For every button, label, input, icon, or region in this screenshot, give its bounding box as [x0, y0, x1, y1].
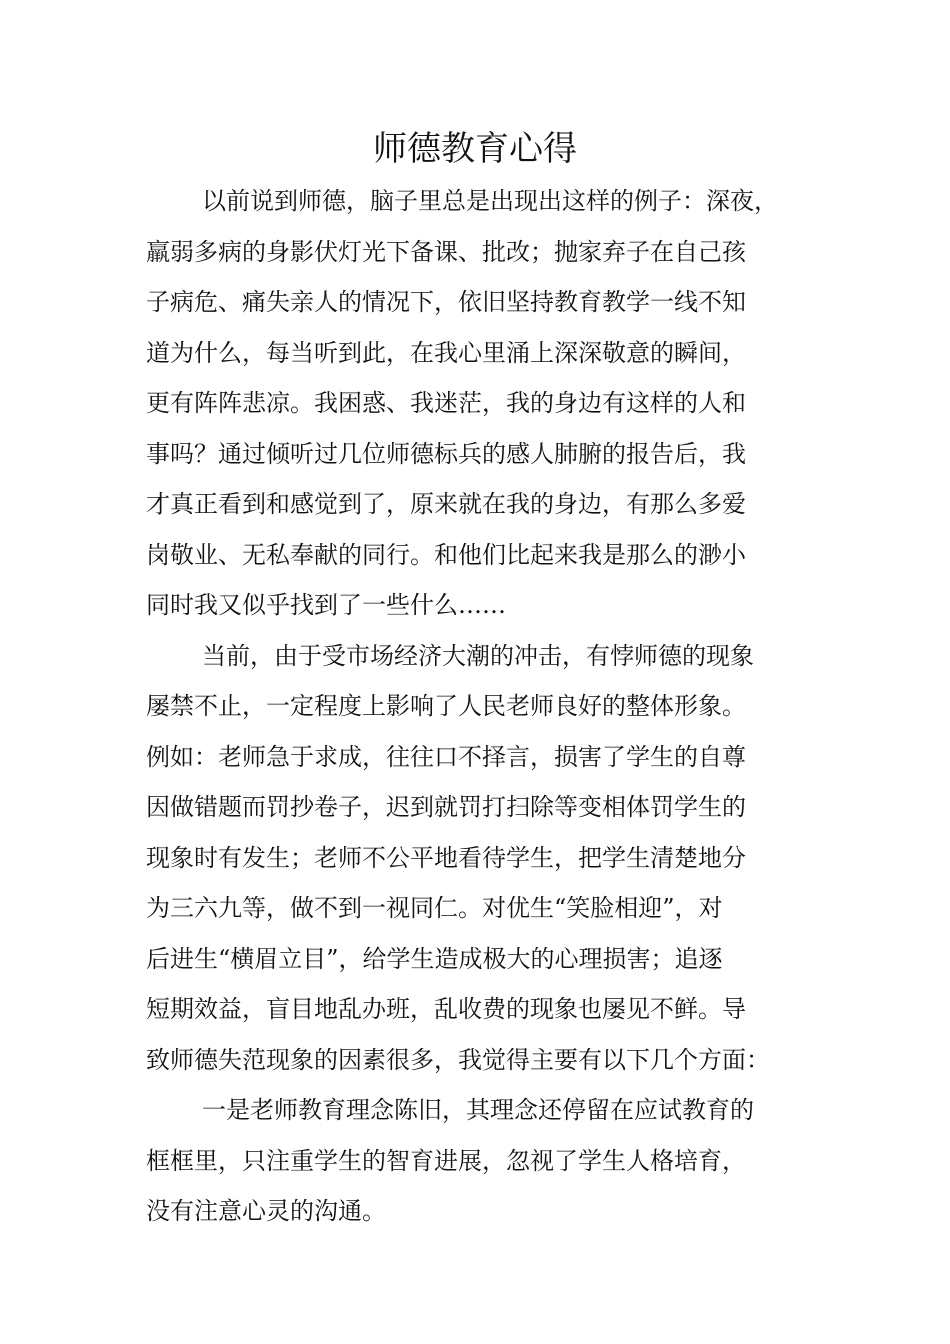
text-line: 没有注意心灵的沟通。: [146, 1197, 386, 1225]
text-line: 屡禁不止，一定程度上影响了人民老师良好的整体形象。: [146, 692, 746, 720]
text-line: 框框里，只注重学生的智育进展，忽视了学生人格培育，: [146, 1146, 746, 1175]
text-line: 以前说到师德，脑子里总是出现出这样的例子：深夜，: [202, 187, 778, 215]
text-line: 致师德失范现象的因素很多，我觉得主要有以下几个方面：: [146, 1045, 770, 1074]
text-line: 当前，由于受市场经济大潮的冲击，有悖师德的现象: [202, 641, 754, 670]
text-line: 短期效益，盲目地乱办班，乱收费的现象也屡见不鲜。导: [146, 995, 746, 1023]
text-line: 子病危、痛失亲人的情况下，依旧坚持教育教学一线不知: [146, 288, 746, 316]
document-body: [146, 176, 814, 1237]
text-line: 现象时有发生；老师不公平地看待学生，把学生清楚地分: [146, 843, 746, 872]
text-line: 才真正看到和感觉到了，原来就在我的身边，有那么多爱: [146, 490, 746, 518]
text-line: 因做错题而罚抄卷子，迟到就罚打扫除等变相体罚学生的: [146, 793, 746, 821]
text-line: 为三六九等，做不到一视同仁。对优生“笑脸相迎”，对: [146, 894, 723, 922]
text-line: 道为什么，每当听到此，在我心里涌上深深敬意的瞬间，: [146, 338, 746, 367]
text-line: 羸弱多病的身影伏灯光下备课、批改；抛家弃子在自己孩: [146, 237, 746, 266]
document-title: 师德教育心得: [373, 129, 577, 169]
text-line: 同时我又似乎找到了一些什么……: [146, 591, 506, 619]
text-line: 后进生“横眉立目”，给学生造成极大的心理损害；追逐: [146, 944, 723, 973]
text-line: 一是老师教育理念陈旧，其理念还停留在应试教育的: [202, 1096, 754, 1124]
text-line: 更有阵阵悲凉。我困惑、我迷茫，我的身边有这样的人和: [146, 389, 746, 417]
text-line: 例如：老师急于求成，往往口不择言，损害了学生的自尊: [146, 742, 746, 771]
text-line: 岗敬业、无私奉献的同行。和他们比起来我是那么的渺小: [146, 540, 746, 569]
text-line: 事吗？通过倾听过几位师德标兵的感人肺腑的报告后，我: [146, 439, 746, 468]
